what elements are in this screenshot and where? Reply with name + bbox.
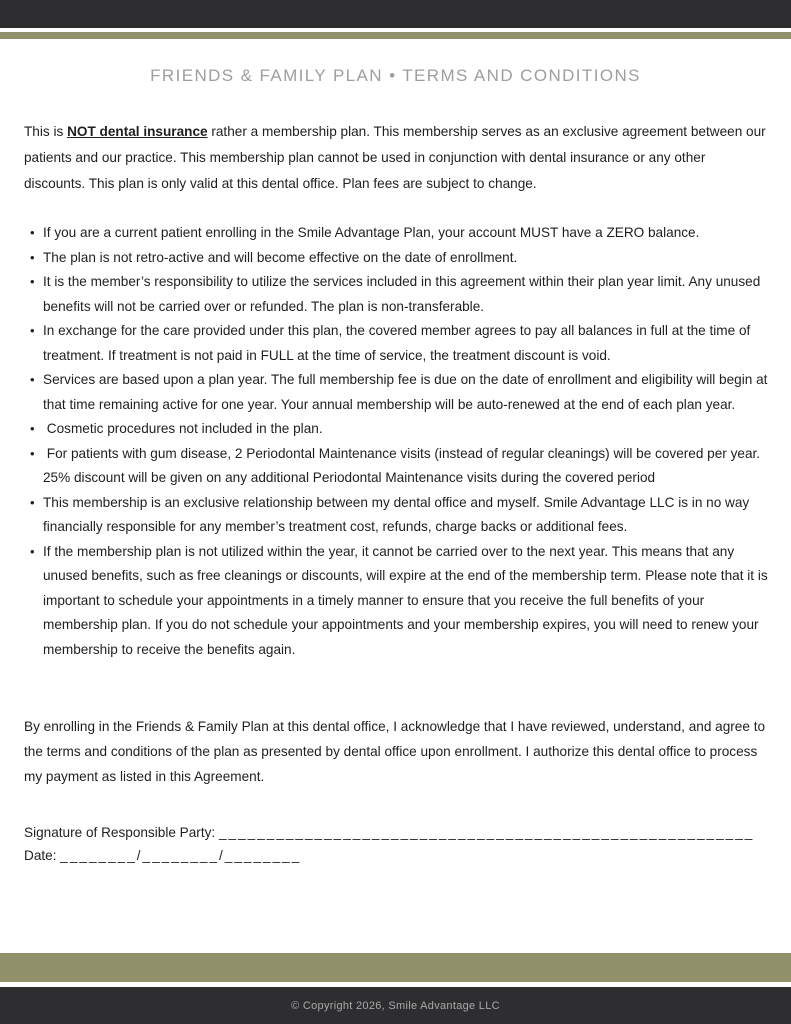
terms-list-item: • The plan is not retro-active and will become effective on the date of enrollment. bbox=[24, 246, 769, 271]
intro-emphasized-text: NOT dental insurance bbox=[67, 124, 208, 139]
terms-list-item: • Cosmetic procedures not included in the plan. bbox=[24, 417, 769, 442]
footer-bars bbox=[0, 953, 791, 1024]
terms-list-item: • In exchange for the care provided under this plan, the covered member agrees to pay all balances in full at the time of treatment. If treatment is not paid in FULL at the time of service, the treatment discount is void. bbox=[24, 319, 769, 368]
terms-list-item: • If you are a current patient enrolling in the Smile Advantage Plan, your account MUST have a ZERO balance. bbox=[24, 221, 769, 246]
signature-label: Signature of Responsible Party: bbox=[24, 825, 219, 840]
date-row bbox=[24, 844, 769, 867]
terms-list-item: • It is the member’s responsibility to utilize the services included in this agreement within their plan year limit. Any unused benefits will not be carried over or refunded. The plan is non-transferable. bbox=[24, 270, 769, 319]
terms-list-item: • For patients with gum disease, 2 Periodontal Maintenance visits (instead of regular cleanings) will be covered per year. 25% discount will be given on any additional Periodontal Maintenance visits during the covered period bbox=[24, 442, 769, 491]
top-dark-bar bbox=[0, 0, 791, 28]
bottom-dark-bar bbox=[0, 987, 791, 1024]
intro-paragraph bbox=[24, 119, 769, 197]
copyright-text: © Copyright 2026, Smile Advantage LLC bbox=[291, 999, 500, 1012]
date-line: ________/________/________ bbox=[60, 848, 302, 863]
top-olive-bar bbox=[0, 32, 791, 39]
signature-block bbox=[24, 821, 769, 867]
terms-list-item: • Services are based upon a plan year. The full membership fee is due on the date of enrollment and eligibility will begin at that time remaining active for one year. Your annual membership will be auto-renewed at the end of each plan year. bbox=[24, 368, 769, 417]
document-body bbox=[0, 119, 791, 867]
header-bars bbox=[0, 0, 791, 39]
intro-suffix: rather a membership plan. This membership serves as an exclusive agreement between our patients and our practice. This membership plan cannot be used in conjunction with dental insurance or any other discounts. This plan is only valid at this dental office. Plan fees are subject to change. bbox=[24, 124, 766, 191]
terms-list-item: • This membership is an exclusive relationship between my dental office and myself. Smile Advantage LLC is in no way financially responsible for any member’s treatment cost, refunds, charge backs or additional fees. bbox=[24, 491, 769, 540]
signature-row bbox=[24, 821, 769, 844]
terms-list-item: • If the membership plan is not utilized within the year, it cannot be carried over to the next year. This means that any unused benefits, such as free cleanings or discounts, will expire at the end of the membership term. Please note that it is important to schedule your appointments in a timely manner to ensure that you receive the full benefits of your membership plan. If you do not schedule your appointments and your membership expires, you will need to renew your membership to receive the benefits again. bbox=[24, 540, 769, 663]
bottom-olive-bar bbox=[0, 953, 791, 982]
page-title: FRIENDS & FAMILY PLAN • TERMS AND CONDITIONS bbox=[150, 66, 641, 85]
date-label: Date: bbox=[24, 848, 61, 863]
intro-prefix: This is bbox=[24, 124, 68, 139]
terms-list bbox=[24, 221, 772, 662]
acknowledgement-paragraph: By enrolling in the Friends & Family Plan at this dental office, I acknowledge that I have reviewed, understand, and agree to the terms and conditions of the plan as presented by dental office upon enrollment. I authorize this dental office to process my payment as listed in this Agreement. bbox=[24, 719, 766, 784]
signature-line: ________________________________________________________ bbox=[218, 825, 755, 840]
